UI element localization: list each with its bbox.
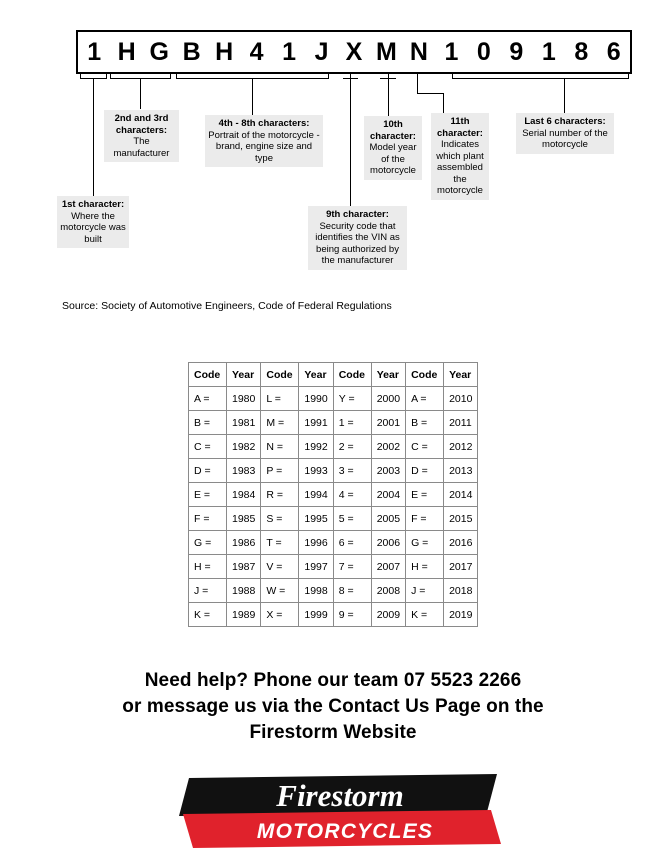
vin-char: H — [215, 38, 234, 66]
column-header: Year — [444, 363, 478, 387]
cell-code: D = — [189, 459, 227, 483]
cell-code: K = — [189, 603, 227, 627]
cell-year: 1985 — [227, 507, 261, 531]
cell-year: 1983 — [227, 459, 261, 483]
table-row — [189, 603, 478, 627]
leader-char1 — [93, 78, 94, 196]
cell-year: 1987 — [227, 555, 261, 579]
cell-year: 1999 — [299, 603, 333, 627]
cell-year: 1997 — [299, 555, 333, 579]
leader-char10 — [388, 74, 389, 116]
cell-code: D = — [406, 459, 444, 483]
logo-word-top: Firestorm — [276, 778, 404, 813]
cell-year: 2014 — [444, 483, 478, 507]
bracket-tick-char1-right — [106, 74, 107, 79]
cell-code: 1 = — [333, 411, 371, 435]
vin-char: X — [345, 38, 363, 66]
leader-char9 — [350, 74, 351, 206]
logo-word-bottom: MOTORCYCLES — [256, 820, 434, 843]
vin-char: N — [409, 38, 428, 66]
column-header: Code — [406, 363, 444, 387]
cell-year: 2015 — [444, 507, 478, 531]
cell-code: E = — [189, 483, 227, 507]
cell-code: H = — [189, 555, 227, 579]
cell-code: 8 = — [333, 579, 371, 603]
callout-text: Where the motorcycle was built — [60, 210, 126, 245]
column-header: Year — [227, 363, 261, 387]
cell-year: 2013 — [444, 459, 478, 483]
cell-year: 2016 — [444, 531, 478, 555]
callout-title: 1st character: — [61, 199, 125, 210]
cell-code: A = — [406, 387, 444, 411]
vin-char: G — [149, 38, 169, 66]
cell-code: C = — [189, 435, 227, 459]
table-row — [189, 387, 478, 411]
cell-code: 9 = — [333, 603, 371, 627]
help-line-2: or message us via the Contact Us Page on the — [122, 696, 544, 717]
cell-code: S = — [261, 507, 299, 531]
cell-code: B = — [406, 411, 444, 435]
cell-year: 2003 — [371, 459, 405, 483]
cell-code: G = — [406, 531, 444, 555]
cell-year: 2008 — [371, 579, 405, 603]
callout-text: Security code that identifies the VIN as being authorized by the manufacturer — [315, 220, 400, 266]
callout-last-six-characters — [516, 113, 614, 154]
cell-year: 2007 — [371, 555, 405, 579]
bracket-tick-char48-left — [176, 74, 177, 79]
cell-year: 2010 — [444, 387, 478, 411]
cell-year: 2009 — [371, 603, 405, 627]
cell-year: 1981 — [227, 411, 261, 435]
cell-code: 7 = — [333, 555, 371, 579]
leader-last6 — [564, 78, 565, 113]
callout-title: Last 6 characters: — [524, 116, 606, 127]
callout-title: 9th character: — [326, 209, 389, 220]
vin-char: 9 — [509, 38, 524, 66]
cell-year: 1984 — [227, 483, 261, 507]
cell-year: 1980 — [227, 387, 261, 411]
vin-char: 6 — [606, 38, 621, 66]
callout-eleventh-character — [431, 113, 489, 200]
leader-char23 — [140, 78, 141, 109]
callout-title: 4th - 8th characters: — [218, 118, 310, 129]
cell-code: A = — [189, 387, 227, 411]
table-row — [189, 435, 478, 459]
cell-code: 5 = — [333, 507, 371, 531]
source-note: Source: Society of Automotive Engineers, Code of Federal Regulations — [62, 300, 392, 312]
cell-code: R = — [261, 483, 299, 507]
cell-year: 1993 — [299, 459, 333, 483]
bracket-tick-last6-left — [452, 74, 453, 79]
table-row — [189, 507, 478, 531]
vin-char: B — [182, 38, 201, 66]
callout-text: Serial number of the motorcycle — [522, 127, 608, 150]
leader-char11-down — [443, 93, 444, 113]
leader-char48 — [252, 78, 253, 115]
cell-year: 1986 — [227, 531, 261, 555]
cell-code: 3 = — [333, 459, 371, 483]
cell-code: 6 = — [333, 531, 371, 555]
cell-year: 2006 — [371, 531, 405, 555]
callout-text: The manufacturer — [113, 136, 170, 159]
vin-char: 1 — [87, 38, 102, 66]
cell-code: F = — [406, 507, 444, 531]
cell-year: 1982 — [227, 435, 261, 459]
table-header-row — [189, 363, 478, 387]
help-line-1: Need help? Phone our team 07 5523 2266 — [144, 670, 522, 691]
callout-second-third-characters — [104, 110, 179, 162]
cell-year: 2002 — [371, 435, 405, 459]
bracket-line-char10 — [380, 78, 396, 79]
help-text-block — [0, 668, 666, 746]
cell-year: 2019 — [444, 603, 478, 627]
cell-year: 2005 — [371, 507, 405, 531]
cell-code: M = — [261, 411, 299, 435]
bracket-tick-char48-right — [328, 74, 329, 79]
cell-year: 2017 — [444, 555, 478, 579]
cell-year: 1988 — [227, 579, 261, 603]
cell-code: T = — [261, 531, 299, 555]
cell-code: N = — [261, 435, 299, 459]
bracket-tick-char1-left — [80, 74, 81, 79]
callout-text: Portrait of the motorcycle - brand, engine size and type — [208, 129, 320, 164]
callout-fourth-eighth-characters — [205, 115, 323, 167]
vin-char: J — [314, 38, 329, 66]
bracket-line-last6 — [452, 78, 628, 79]
bracket-line-char9 — [343, 78, 358, 79]
cell-code: P = — [261, 459, 299, 483]
cell-year: 1989 — [227, 603, 261, 627]
cell-year: 1998 — [299, 579, 333, 603]
table-row — [189, 579, 478, 603]
cell-code: 2 = — [333, 435, 371, 459]
cell-code: V = — [261, 555, 299, 579]
vin-char: 8 — [574, 38, 589, 66]
callout-ninth-character — [308, 206, 407, 270]
cell-code: B = — [189, 411, 227, 435]
cell-code: X = — [261, 603, 299, 627]
cell-code: J = — [189, 579, 227, 603]
cell-code: C = — [406, 435, 444, 459]
cell-year: 1996 — [299, 531, 333, 555]
cell-code: W = — [261, 579, 299, 603]
cell-year: 2004 — [371, 483, 405, 507]
cell-code: K = — [406, 603, 444, 627]
cell-code: J = — [406, 579, 444, 603]
column-header: Code — [261, 363, 299, 387]
vin-char: 1 — [541, 38, 556, 66]
firestorm-motorcycles-logo — [175, 772, 505, 850]
column-header: Code — [333, 363, 371, 387]
callout-title: 11th character: — [437, 116, 483, 139]
cell-year: 1990 — [299, 387, 333, 411]
vin-char: 1 — [444, 38, 459, 66]
vin-char: M — [376, 38, 397, 66]
bracket-tick-char23-left — [110, 74, 111, 79]
cell-year: 2012 — [444, 435, 478, 459]
cell-year: 2018 — [444, 579, 478, 603]
cell-code: E = — [406, 483, 444, 507]
table-row — [189, 459, 478, 483]
help-line-3: Firestorm Website — [249, 722, 417, 743]
cell-year: 1991 — [299, 411, 333, 435]
year-code-table — [188, 362, 478, 627]
cell-code: F = — [189, 507, 227, 531]
leader-char11-up — [417, 74, 418, 94]
cell-year: 2011 — [444, 411, 478, 435]
column-header: Code — [189, 363, 227, 387]
column-header: Year — [299, 363, 333, 387]
callout-first-character — [57, 196, 129, 248]
cell-year: 2000 — [371, 387, 405, 411]
cell-code: G = — [189, 531, 227, 555]
vin-number-box — [76, 30, 632, 74]
vin-char: 0 — [476, 38, 491, 66]
bracket-tick-char23-right — [170, 74, 171, 79]
bracket-line-char11 — [417, 93, 443, 94]
callout-tenth-character — [364, 116, 422, 180]
cell-year: 1995 — [299, 507, 333, 531]
table-row — [189, 411, 478, 435]
cell-code: H = — [406, 555, 444, 579]
cell-code: L = — [261, 387, 299, 411]
bracket-tick-last6-right — [628, 74, 629, 79]
callout-text: Model year of the motorcycle — [369, 142, 417, 176]
table-row — [189, 555, 478, 579]
table-row — [189, 483, 478, 507]
callout-text: Indicates which plant assembled the motorcycle — [436, 139, 484, 196]
cell-year: 1992 — [299, 435, 333, 459]
cell-code: Y = — [333, 387, 371, 411]
callout-title: 10th character: — [370, 119, 416, 142]
cell-code: 4 = — [333, 483, 371, 507]
cell-year: 2001 — [371, 411, 405, 435]
callout-title: 2nd and 3rd characters: — [114, 113, 169, 136]
vin-char: H — [117, 38, 136, 66]
table-row — [189, 531, 478, 555]
cell-year: 1994 — [299, 483, 333, 507]
column-header: Year — [371, 363, 405, 387]
vin-char: 1 — [282, 38, 296, 66]
vin-char: 4 — [249, 38, 264, 66]
